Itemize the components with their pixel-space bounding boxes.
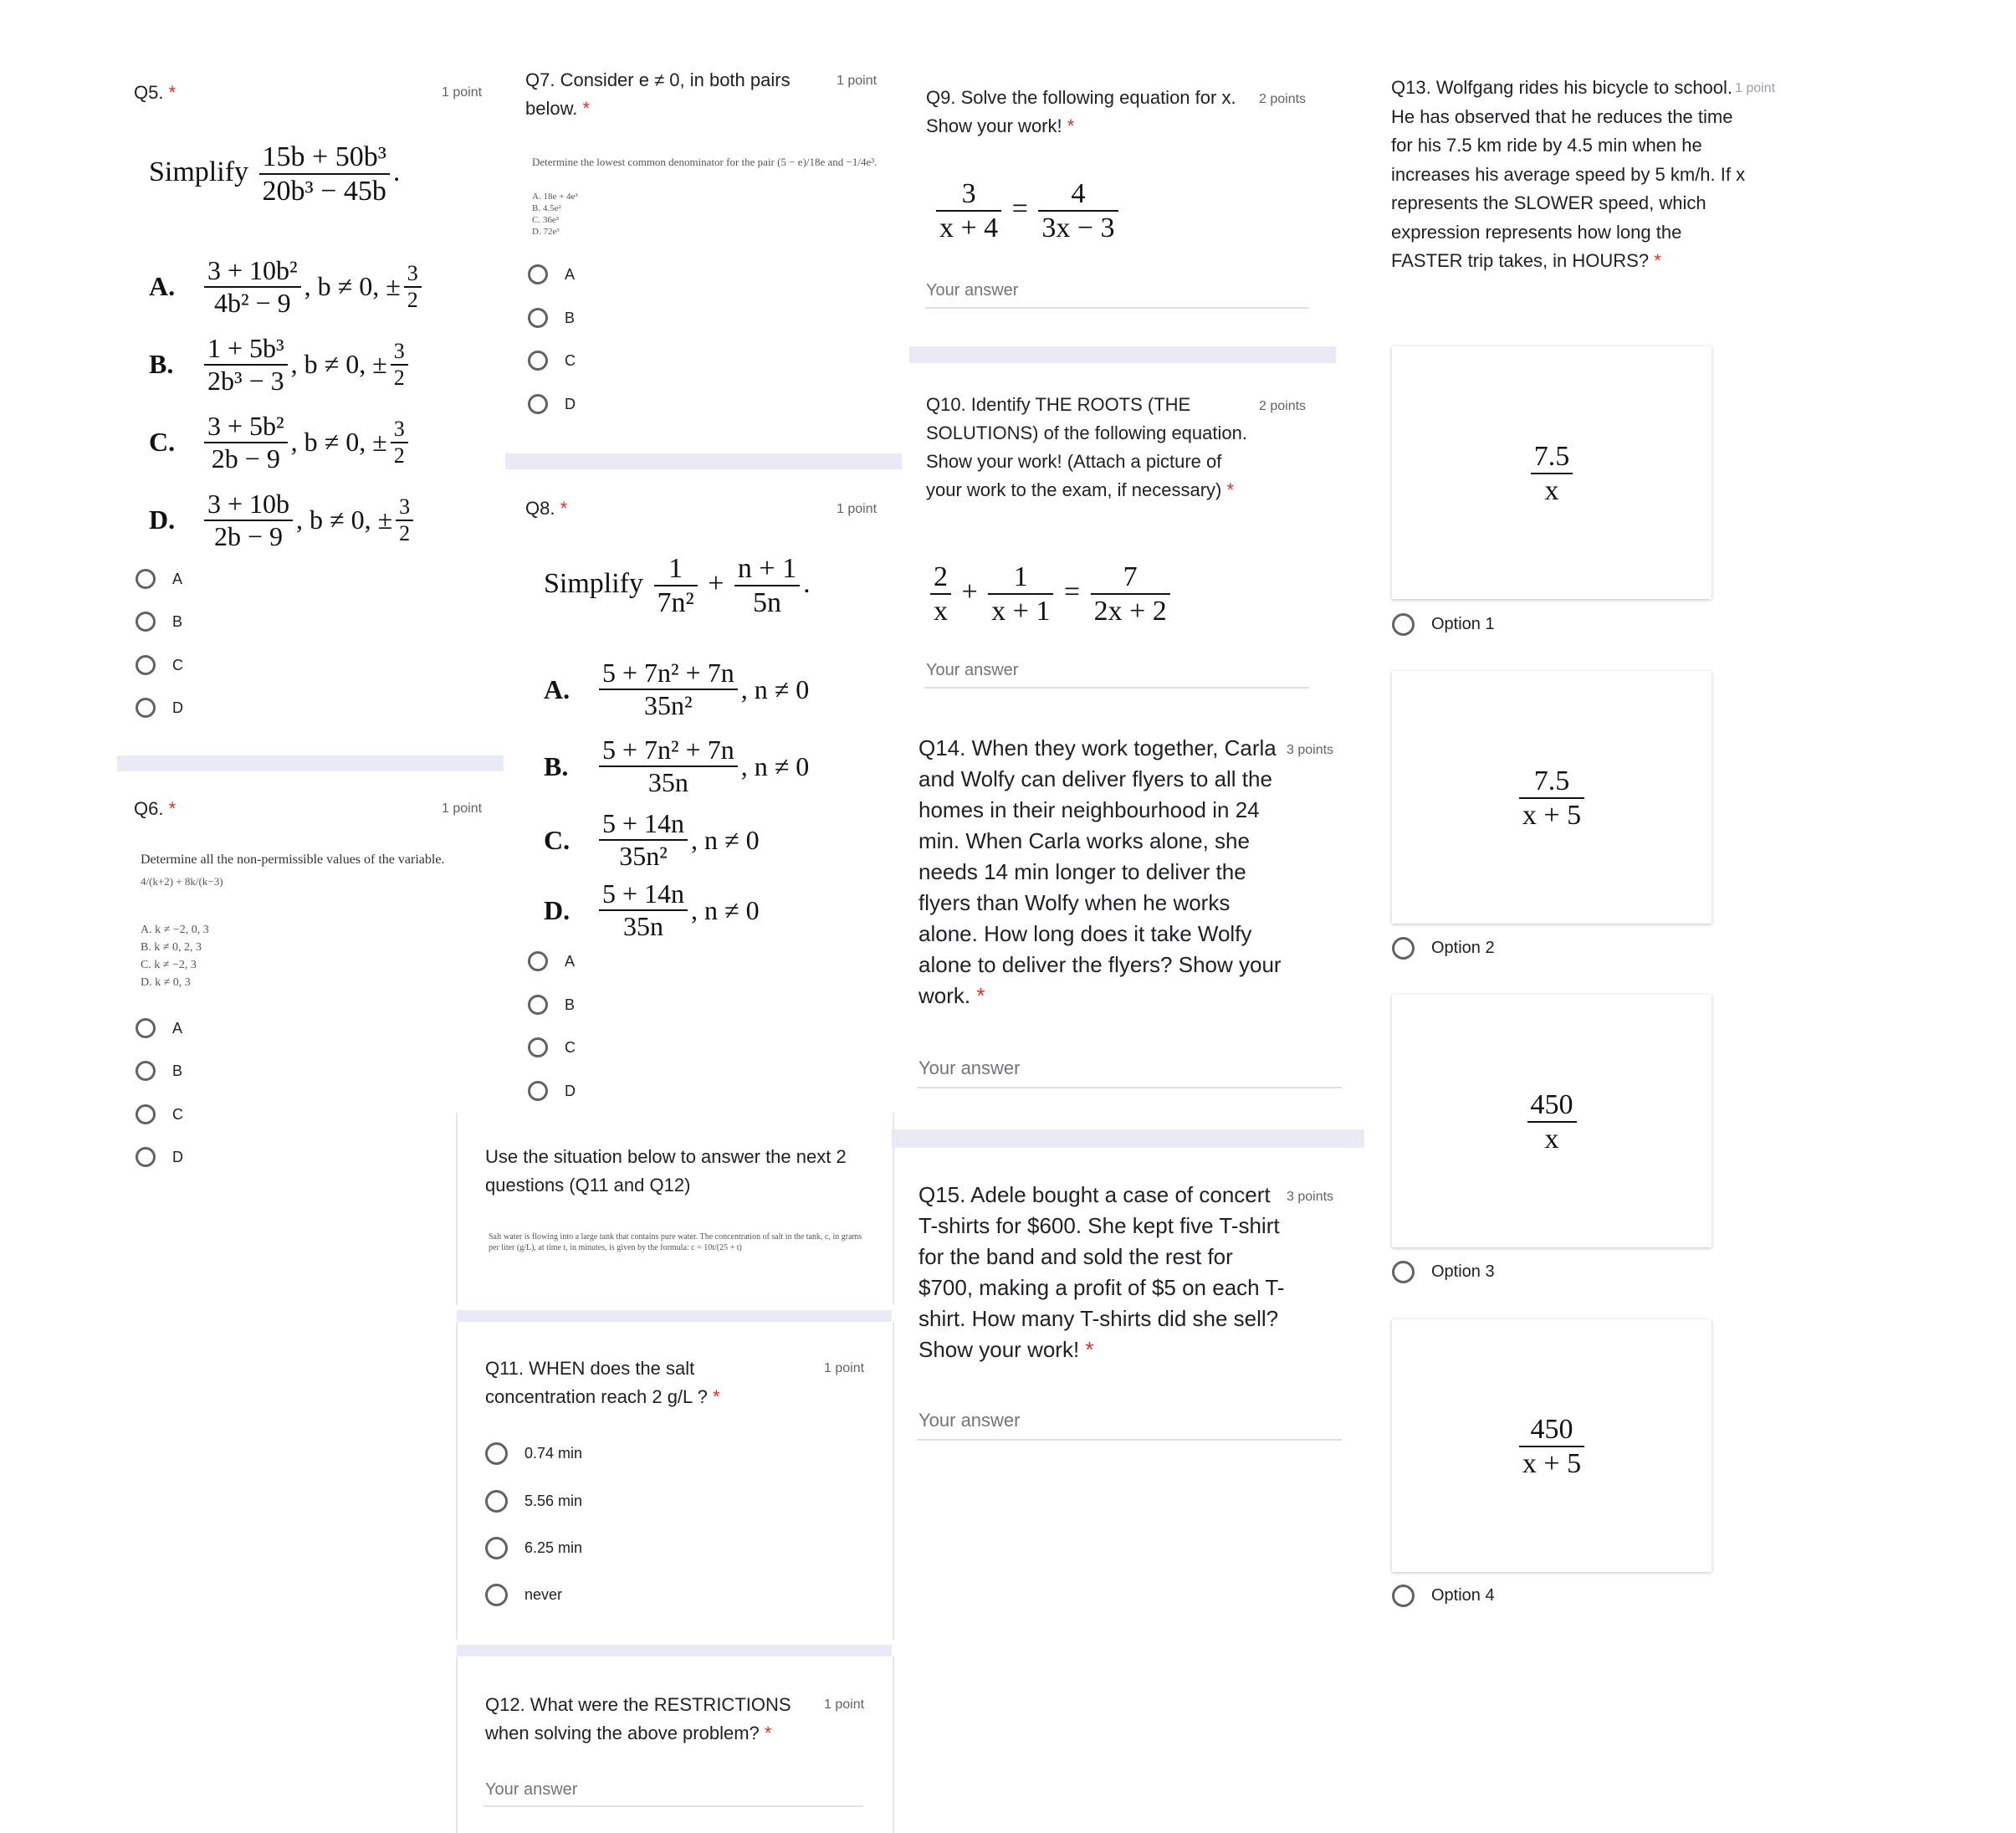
q7-option-a[interactable]: A [528,264,575,284]
q6-prompt: Determine all the non-permissible values of the variable. [141,852,445,867]
q5-points: 1 point [442,85,483,100]
radio-icon[interactable] [528,951,548,971]
radio-icon[interactable] [528,308,548,328]
q8-choice-b: B. $\frac{\text{5 + 7n² + 7n}}{35n}$ , n ≠ 0 [544,735,810,797]
q5-choice-b: B. $\frac{\text{1 + 5b³}}{\text{2b³ − 3}}$ , b ≠ 0, ± $\frac{3}{2}$ [149,325,425,403]
radio-icon[interactable] [485,1490,508,1513]
q14-title: Q14. When they work together, Carla and Wolfy can deliver flyers to all the homes in their neighbourhood in 24 min. When Carla works alone, she needs 14 min longer to deliver the flyers than Wolfy when he works alone. How long does it take Wolfy alone to deliver the flyers? Show your work. * [918,735,1282,1008]
radio-icon[interactable] [485,1442,508,1465]
q8-choice-c: C. $\frac{5 + 14n}{\text{35n²}}$ , n ≠ 0 [544,808,760,871]
radio-icon[interactable] [136,569,156,589]
q14-answer-input[interactable]: Your answer [918,1057,1021,1078]
radio-icon[interactable] [136,655,156,675]
q5-title: Q5. * [134,82,177,103]
q6-title: Q6. * [134,798,177,819]
q13-option-2-image: $\frac{7.5}{x + 5}$ [1392,671,1712,924]
q7-title: Q7. Consider e ≠ 0, in both pairs below. * [525,69,791,119]
radio-icon[interactable] [485,1584,508,1606]
q7-option-d[interactable]: D [528,394,576,414]
q12-title: Q12. What were the RESTRICTIONS when solving the above problem? * [485,1694,791,1743]
q8-title: Q8. * [525,498,568,519]
q14-answer-underline [917,1087,1342,1088]
q10-answer-underline [924,687,1309,689]
section-divider [117,755,504,771]
q11-title: Q11. WHEN does the salt concentration reach 2 g/L ? * [485,1358,720,1407]
q7-choices: A. 18e + 4e³ B. 4.5e² C. 36e³ D. 72e³ [532,192,578,237]
q13-option-1[interactable]: Option 1 [1392,613,1495,636]
q5-choice-c: C. $\frac{\text{3 + 5b²}}{2b - 9}$ , b ≠ 0, ± $\frac{3}{2}$ [149,403,425,481]
radio-icon[interactable] [136,1147,156,1167]
q8-choices [544,651,809,945]
radio-icon[interactable] [528,1037,548,1057]
radio-icon[interactable] [485,1537,508,1559]
q5-option-c[interactable]: C [136,655,183,675]
q9-answer-underline [924,307,1309,309]
q7-prompt: Determine the lowest common denominator for the pair (5 − e)/18e and −1/4e³. [532,156,878,168]
q7-points: 1 point [837,74,878,88]
q11-option-1[interactable]: 0.74 min [485,1442,582,1465]
q8-choice-d: D. $\frac{5 + 14n}{35n}$ , n ≠ 0 [544,878,760,941]
q7-option-b[interactable]: B [528,308,575,328]
q12-answer-input[interactable]: Your answer [485,1780,578,1799]
q9-points: 2 points [1259,92,1307,106]
q15-points: 3 points [1287,1190,1334,1204]
q8-option-c[interactable]: C [528,1037,576,1057]
q13-option-2[interactable]: Option 2 [1392,937,1495,960]
q15-answer-underline [917,1439,1342,1441]
q8-option-d[interactable]: D [528,1081,576,1101]
section-divider [457,1645,892,1656]
q6-option-b[interactable]: B [136,1061,182,1081]
q10-equation: $\frac{2}{x}$ + $\frac{1}{x + 1}$ = $\frac{7}{2x + 2}$ [927,561,1174,627]
q10-points: 2 points [1259,399,1307,413]
q5-choices [149,248,425,559]
radio-icon[interactable] [1392,937,1415,960]
q6-option-a[interactable]: A [136,1018,182,1038]
q13-option-3[interactable]: Option 3 [1392,1261,1495,1283]
q9-title: Q9. Solve the following equation for x. Show your work! * [926,87,1236,136]
q13-option-1-image: $\frac{7.5}{x}$ [1392,346,1712,599]
q5-choice-d: D. $\frac{3 + 10b}{2b - 9}$ , b ≠ 0, ± $\frac{3}{2}$ [149,481,425,559]
q9-equation: $\frac{3}{x + 4}$ = $\frac{4}{3x - 3}$ [933,177,1122,244]
section-divider [457,1310,892,1322]
q6-option-d[interactable]: D [136,1147,183,1167]
q11-option-4[interactable]: never [485,1584,562,1606]
q13-option-4[interactable]: Option 4 [1392,1585,1495,1607]
q6-points: 1 point [442,801,483,816]
section-divider [909,346,1336,363]
q6-expression: 4/(k+2) + 8k/(k−3) [141,875,223,888]
q11-option-2[interactable]: 5.56 min [485,1490,582,1513]
q12-points: 1 point [824,1697,865,1712]
q15-answer-input[interactable]: Your answer [918,1410,1021,1431]
q8-option-b[interactable]: B [528,995,575,1015]
q8-option-a[interactable]: A [528,951,575,971]
q13-points: 1 point [1735,81,1776,95]
q11-option-3[interactable]: 6.25 min [485,1537,582,1559]
q5-option-d[interactable]: D [136,698,183,718]
q11-points: 1 point [824,1361,865,1375]
radio-icon[interactable] [1392,1585,1415,1607]
q8-points: 1 point [837,502,878,516]
radio-icon[interactable] [136,1018,156,1038]
q6-choices: A. k ≠ −2, 0, 3 B. k ≠ 0, 2, 3 C. k ≠ −2, 3 D. k ≠ 0, 3 [141,924,209,989]
q13-option-4-image: $\frac{450}{x + 5}$ [1392,1319,1712,1572]
section-divider [505,453,902,469]
radio-icon[interactable] [528,351,548,371]
radio-icon[interactable] [136,1104,156,1124]
situation-text: Salt water is flowing into a large tank that contains pure water. The concentration of salt in the tank, c, in grams per liter (g/L), at time t, in minutes, is given by the formula: c = 10t/(25 + t) [489,1232,862,1252]
radio-icon[interactable] [136,1061,156,1081]
radio-icon[interactable] [528,394,548,414]
q12-answer-underline [484,1805,863,1807]
q8-choice-a: A. $\frac{\text{5 + 7n² + 7n}}{\text{35n²}}$ , n ≠ 0 [544,658,810,720]
radio-icon[interactable] [1392,613,1415,636]
situation-card [456,1113,894,1305]
q13-option-3-image: $\frac{450}{x}$ [1392,995,1712,1247]
radio-icon[interactable] [528,995,548,1015]
q5-option-b[interactable]: B [136,612,182,632]
q6-option-c[interactable]: C [136,1104,183,1124]
q13-title: Q13. Wolfgang rides his bicycle to school. He has observed that he reduces the time for his 7.5 km ride by 4.5 min when he increases his average speed by 5 km/h. If x represents the SLOWER speed, which expression represents how long the FASTER trip takes, in HOURS? * [1391,77,1746,271]
radio-icon[interactable] [528,1081,548,1101]
radio-icon[interactable] [136,612,156,632]
q10-title: Q10. Identify THE ROOTS (THE SOLUTIONS) of the following equation. Show your work! (Attach a picture of your work to the exam, if necessary) * [926,394,1247,500]
situation-title: Use the situation below to answer the next 2 questions (Q11 and Q12) [485,1146,847,1196]
q9-answer-input[interactable]: Your answer [926,281,1019,300]
q10-answer-input[interactable]: Your answer [926,661,1019,679]
q15-title: Q15. Adele bought a case of concert T-shirts for $600. She kept five T-shirt for the band and sold the rest for $700, making a profit of $5 on each T-shirt. How many T-shirts did she sell? Show your work! * [918,1182,1285,1362]
radio-icon[interactable] [1392,1261,1415,1283]
q5-option-a[interactable]: A [136,569,182,589]
q7-option-c[interactable]: C [528,351,576,371]
q5-expression: Simplify $\frac{\text{15b + 50b³}}{\text{20b³ − 45b}}$ . [149,141,401,207]
q8-expression: Simplify $\frac{1}{\text{7n²}}$ + $\frac{n + 1}{5n}$ . [544,553,811,619]
q5-choice-a: A. $\frac{\text{3 + 10b²}}{\text{4b² − 9}}$ , b ≠ 0, ± $\frac{3}{2}$ [149,248,425,325]
radio-icon[interactable] [528,264,548,284]
q14-points: 3 points [1287,743,1334,757]
radio-icon[interactable] [136,698,156,718]
section-divider [892,1129,1364,1148]
